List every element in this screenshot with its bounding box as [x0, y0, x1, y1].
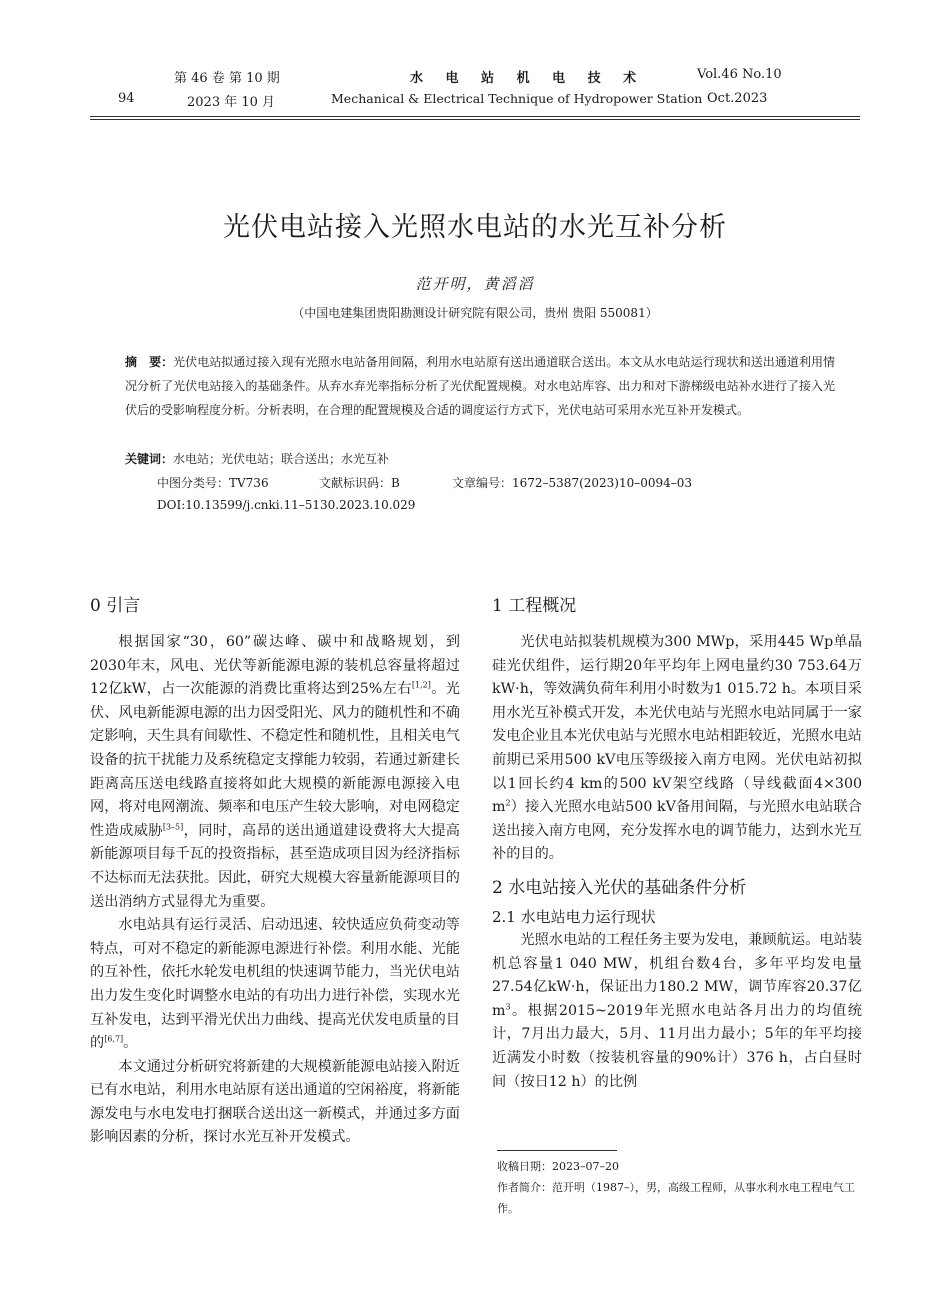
section-heading-basis: 2 水电站接入光伏的基础条件分析 [492, 877, 747, 898]
paragraph-text: 根据国家“30，60”碳达峰、碳中和战略规划，到2030年末，风电、光伏等新能源电源的装机总容量将超过12亿kW，占一次能源的消费比重将达到25%左右 [90, 634, 460, 698]
header-rule [90, 116, 860, 117]
affiliation: （中国电建集团贵阳勘测设计研究院有限公司，贵州 贵阳 550081） [292, 306, 658, 320]
section-heading-overview: 1 工程概况 [492, 596, 577, 616]
paragraph-text: 。光伏、风电新能源电源的出力因受阳光、风力的随机性和不确定影响，天生具有间歇性、不稳定性和随机性，且相关电气设备的抗干扰能力及系统稳定支撑能力较弱，若通过新建长距离高压送电线路直接将如此大规模的新能源电源接入电网，将对电网潮流、频率和电压产生较大影响，对电网稳定性造成威胁 [90, 681, 460, 839]
authors: 范开明，黄滔滔 [415, 275, 535, 293]
date-en: Oct.2023 [707, 91, 768, 106]
superscript: 2 [505, 798, 511, 808]
subsection-heading-operations: 2.1 水电站电力运行现状 [492, 907, 656, 926]
paragraph-text: 光照水电站的工程任务主要为发电，兼顾航运。电站装机总容量1 040 MW，机组台数4台，多年平均发电量27.54亿kW·h，保证出力180.2 MW，调节库容20.37亿m [492, 931, 862, 1019]
paragraph: 本文通过分析研究将新建的大规模新能源电站接入附近已有水电站，利用水电站原有送出通道的空闲裕度，将新能源发电与水电发电打捆联合送出这一新模式，并通过多方面影响因素的分析，探讨水光互补开发模式。 [90, 1058, 460, 1146]
paragraph [90, 914, 460, 1056]
keywords-label: 关键词： [125, 452, 174, 466]
article-number: 文章编号：1672–5387(2023)10–0094–03 [452, 476, 693, 490]
document-code: 文献标识码：B [319, 476, 400, 490]
page-number: 94 [118, 91, 135, 106]
abstract-text: 光伏电站拟通过接入现有光照水电站备用间隔，利用水电站原有送出通道联合送出。本文从水电站运行现状和送出通道利用情况分析了光伏电站接入的基础条件。从弃水弃光率指标分析了光伏配置规模。对水电站库容、出力和对下游梯级电站补水进行了接入光伏后的受影响程度分析。分析表明，在合理的配置规模及合适的调度运行方式下，光伏电站可采用水光互补开发模式。 [125, 355, 835, 417]
author-intro: 作者简介：范开明（1987–），男，高级工程师，从事水利水电工程电气工作。 [497, 1181, 855, 1215]
paragraph [492, 631, 862, 867]
paragraph [492, 929, 862, 1094]
left-column [90, 593, 460, 1150]
abstract-label: 摘 要： [125, 355, 174, 369]
paragraph-text: 。 [123, 1035, 138, 1052]
keywords [125, 450, 389, 467]
superscript: 3 [505, 1001, 511, 1011]
article-title: 光伏电站接入光照水电站的水光互补分析 [223, 212, 727, 243]
paragraph-text: ，同时，高昂的送出通道建设费将大大提高新能源项目每千瓦的投资指标，甚至造成项目因为经济指标不达标而无法获批。因此，研究大规模大容量新能源项目的送出消纳方式显得尤为重要。 [90, 822, 460, 910]
citation: [6,7] [104, 1034, 124, 1044]
received-date: 收稿日期：2023–07–20 [497, 1160, 619, 1173]
paragraph-text: 水电站具有运行灵活、启动迅速、较快适应负荷变动等特点，可对不稳定的新能源电源进行补偿。利用水能、光能的互补性，依托水轮发电机组的快速调节能力，当光伏电站出力发生变化时调整水电站的有功出力进行补偿，实现水光互补发电，达到平滑光伏出力曲线、提高光伏发电质量的目的 [90, 917, 460, 1052]
citation: [1,2] [411, 680, 431, 690]
footnote [497, 1156, 862, 1219]
date-cn: 2023 年 10 月 [187, 95, 276, 110]
volume-en: Vol.46 No.10 [697, 67, 782, 82]
citation: [3–5] [162, 822, 184, 832]
paragraph-text: 光伏电站拟装机规模为300 MWp，采用445 Wp单晶硅光伏组件，运行期20年平均年上网电量约30 753.64万kW·h，等效满负荷年利用小时数为1 015.72 h。本项目采用水光互补模式开发，本光伏电站与光照水电站同属于一家发电企业且本光伏电站与光照水电站相距较近，光照水电站前期已采用500 kV电压等级接入南方电网。光伏电站初拟以1回长约4 km的500 kV架空线路（导线截面4×300 m [492, 634, 862, 816]
keywords-text: 水电站；光伏电站；联合送出；水光互补 [173, 452, 390, 466]
header-rule-double [90, 119, 860, 120]
paragraph-text: 。根据2015~2019年光照水电站各月出力的均值统计，7月出力最大，5月、11月出力最小；5年的年平均接近满发小时数（按装机容量的90%计）376 h，占白昼时间（按日12 h）的比例 [492, 1002, 862, 1090]
footnote-rule [497, 1150, 617, 1151]
volume-cn: 第 46 卷 第 10 期 [174, 71, 280, 86]
paragraph-text: ）接入光照水电站500 kV备用间隔，与光照水电站联合送出接入南方电网，充分发挥水电的调节能力，达到水光互补的目的。 [492, 799, 862, 863]
right-column [492, 593, 862, 1094]
doi: DOI:10.13599/j.cnki.11–5130.2023.10.029 [157, 498, 416, 512]
journal-title-cn: 水 电 站 机 电 技 术 [410, 71, 646, 86]
journal-title-en: Mechanical & Electrical Technique of Hydropower Station [331, 91, 703, 106]
abstract [125, 350, 835, 422]
section-heading-intro: 0 引言 [90, 596, 141, 616]
clc-number: 中图分类号：TV736 [157, 476, 269, 490]
paragraph [90, 631, 460, 914]
